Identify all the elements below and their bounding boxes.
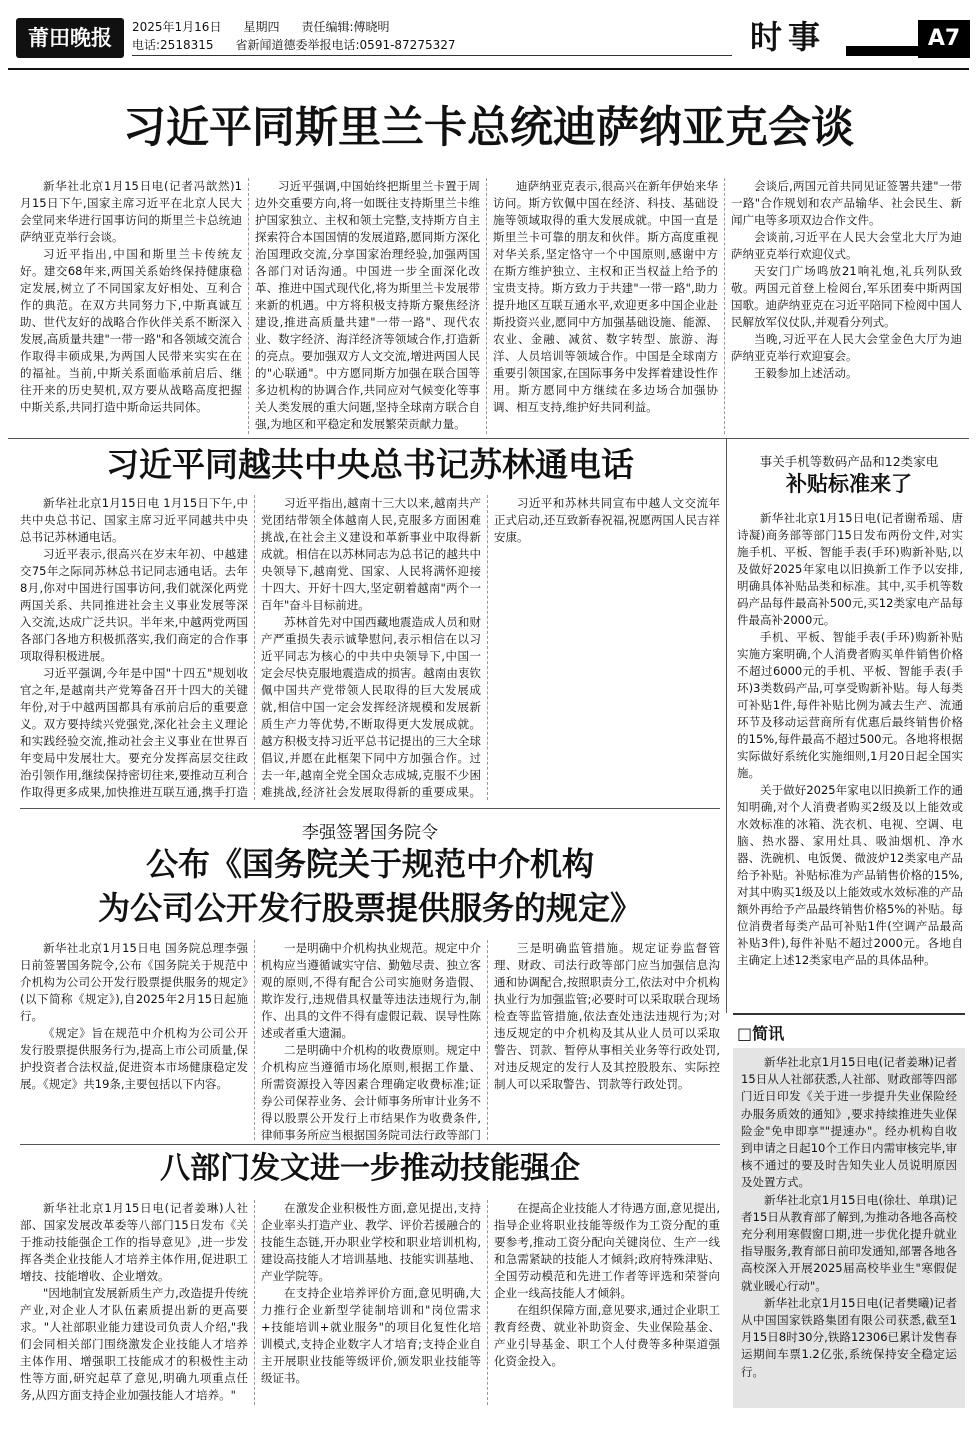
article1-paragraph: 迪萨纳亚克表示,很高兴在新年伊始来华访问。斯方钦佩中国在经济、科技、基础设施等领域取得的重大发展成就。中国一直是斯里兰卡可靠的朋友和伙伴。斯方高度重视对华关系,坚定恪守一个中国原则,感谢中方在斯方维护独立、主权和正当权益上给予的宝贵支持。斯方致力于共建"一带一路",助力提升地区互联互通水平,欢迎更多中国企业赴斯投资兴业,愿同中方加强基础设施、能源、农业、金融、减贫、数字转型、旅游、海洋、人员培训等领域合作。中国是全球南方重要引领国家,在国际事务中发挥着建设性作用。斯方愿同中方继续在多边场合加强协调、相互支持,维护好共同利益。 <box>493 179 718 414</box>
article1-paragraph: 天安门广场鸣放21响礼炮,礼兵列队致敬。两国元首登上检阅台,军乐团奏中斯两国国歌。迪萨纳亚克在习近平陪同下检阅中国人民解放军仪仗队,并观看分列式。 <box>731 264 962 329</box>
article1-column <box>486 178 724 434</box>
article4-paragraph: 在组织保障方面,意见要求,通过企业职工教育经费、就业补助资金、失业保险基金、产业引导基金、职工个人付费等多种渠道强化资金投入。 <box>494 1303 720 1368</box>
article4-column <box>487 1200 720 1405</box>
news-briefs-body <box>733 1048 965 1408</box>
news-briefs-box <box>733 1013 965 1408</box>
article4-body <box>20 1200 720 1405</box>
article4-paragraph: 在提高企业技能人才待遇方面,意见提出,指导企业将职业技能等级作为工资分配的重要参考,推动工资分配向关键岗位、生产一线和急需紧缺的技能人才倾斜;政府特殊津贴、全国劳动模范和先进工作者等评选和荣誉向企业一线高技能人才倾斜。 <box>494 1201 720 1300</box>
article3-kicker: 李强签署国务院令 <box>302 823 438 843</box>
article3-column <box>487 940 720 1140</box>
article2-paragraph: 新华社北京1月15日电 1月15日下午,中共中央总书记、国家主席习近平同越共中央总书记苏林通电话。 <box>20 496 248 544</box>
news-briefs-title: □简讯 <box>737 1024 785 1043</box>
article3-headline-line2: 为公司公开发行股票提供服务的规定》 <box>97 889 642 927</box>
article2-column <box>254 495 487 800</box>
article4-paragraph: 新华社北京1月15日电(记者姜琳)人社部、国家发展改革委等八部门15日发布《关于推动技能强企工作的指导意见》,进一步发挥各类企业技能人才培养主体作用,促进职工增技、技能增收、企业增效。 <box>20 1201 248 1283</box>
article3-paragraph: 三是明确监管措施。规定证券监督管理、财政、司法行政等部门应当加强信息沟通和协调配合,按照职责分工,依法对中介机构执业行为加强监管;必要时可以采取联合现场检查等监管措施,依法查处违法违规行为;对违反规定的中介机构及其从业人员可以采取警告、罚款、暂停从事相关业务等行政处罚,对违反规定的发行人及其控股股东、实际控制人可以采取警告、罚款等行政处罚。 <box>494 941 720 1091</box>
article1-column <box>248 178 486 434</box>
article5-paragraph: 关于做好2025年家电以旧换新工作的通知明确,对个人消费者购买2级及以上能效或水效标准的冰箱、洗衣机、电视、空调、电脑、热水器、家用灶具、吸油烟机、净水器、洗碗机、电饭煲、微波炉12类家电产品给予补贴。补贴标准为产品销售价格的15%,对其中购买1级及以上能效或水效标准的产品额外再给予产品最终销售价格5%的补贴。每位消费者每类产品可补贴1件(空调产品最高补贴3件),每件补贴不超过2000元。各地自主确定上述12类家电产品的具体品种。 <box>737 783 963 967</box>
article4-headline: 八部门发文进一步推动技能强企 <box>160 1151 580 1186</box>
article-divider <box>20 808 720 809</box>
brief-paragraph: 新华社北京1月15日电(记者姜琳)记者15日从人社部获悉,人社部、财政部等四部门近日印发《关于进一步提升失业保险经办服务质效的通知》,要求持续推进失业保险金"免申即享""提速办"。经办机构自收到申请之日起10个工作日内需审核完毕,审核不通过的要及时告知失业人员说明原因及处置方式。 <box>741 1055 957 1190</box>
article4-paragraph: "因地制宜发展新质生产力,改造提升传统产业,对企业人才队伍素质提出新的更高要求。"人社部职业能力建设司负责人介绍,"我们会同相关部门围绕激发企业技能人才培养主体作用、增强职工技能成才的积极性主动性等方面,研究起草了意见,明确九项重点任务,从四方面支持企业加强技能人才培养。" <box>20 1286 248 1402</box>
header-meta-line1 <box>132 18 412 35</box>
article1-column <box>20 178 248 434</box>
article1-paragraph: 王毅参加上述活动。 <box>754 366 858 380</box>
article1-body <box>20 178 962 434</box>
issue-date: 2025年1月16日 <box>132 20 222 34</box>
article-divider <box>20 1144 720 1145</box>
article3-column <box>20 940 254 1140</box>
report-phone: 省新闻道德委举报电话:0591-87275327 <box>235 38 456 52</box>
header-meta-line2 <box>132 36 478 53</box>
article-divider <box>726 438 727 1013</box>
section-title: 时事 <box>750 18 827 56</box>
newspaper-logo: 莆田晚报 <box>16 18 124 58</box>
issue-weekday: 星期四 <box>243 20 280 34</box>
article1-paragraph: 当晚,习近平在人民大会堂金色大厅为迪萨纳亚克举行欢迎宴会。 <box>731 332 962 363</box>
header-rule <box>132 55 732 56</box>
article5-body <box>737 510 963 1008</box>
article2-paragraph: 习近平强调,今年是中国"十四五"规划收官之年,是越南共产党筹备召开十四大的关键年份,对于中越两国都具有承前启后的重要意义。双方要持续兴党强党,深化社会主义理论和实践经验交流,推动社会主义事业在世界百年变局中发展壮大。要充分发挥高层交往政治引领作用,继续保持密切往来,要推动互利合作取得更多成果,加快推进互联互通,携手打造 <box>20 666 248 799</box>
article2-body <box>20 495 720 800</box>
article5-paragraph: 新华社北京1月15日电(记者谢希瑶、唐诗凝)商务部等部门15日发布两份文件,对实施手机、平板、智能手表(手环)购新补贴,以及做好2025年家电以旧换新工作予以安排,明确具体补贴品类和标准。其中,买手机等数码产品每件最高补500元,买12类家电产品每件最高补2000元。 <box>737 511 963 627</box>
article2-paragraph: 习近平指出,越南十三大以来,越南共产党团结带领全体越南人民,克服多方面困难挑战,在社会主义建设和革新事业中取得新成就。相信在以苏林同志为总书记的越共中央领导下,越南党、国家、人民将满怀迎接十四大、开好十四大,坚定朝着越南"两个一百年"奋斗目标前进。 <box>261 496 481 612</box>
article1-paragraph: 新华社北京1月15日电(记者冯歆然)1月15日下午,国家主席习近平在北京人民大会堂同来华进行国事访问的斯里兰卡总统迪萨纳亚克举行会谈。 <box>20 179 242 244</box>
article2-column <box>487 495 720 800</box>
article3-paragraph: 一是明确中介机构执业规范。规定中介机构应当遵循诚实守信、勤勉尽责、独立客观的原则,不得有配合公司实施财务造假、欺诈发行,违规借具权量等违法违规行为,制作、出具的文件不得有虚假记载、误导性陈述或者重大遗漏。 <box>261 941 481 1040</box>
article1-column <box>724 178 962 434</box>
article2-paragraph: 习近平和苏林共同宣布中越人文交流年正式启动,还互致新春祝福,祝愿两国人民吉祥安康。 <box>494 496 720 544</box>
article5-paragraph: 手机、平板、智能手表(手环)购新补贴实施方案明确,个人消费者购买单件销售价格不超过6000元的手机、平板、智能手表(手环)3类数码产品,可享受购新补贴。每人每类可补贴1件,每件补贴比例为减去生产、流通环节及移动运营商所有优惠后最终销售价格的15%,每件最高不超过500元。各地将根据实际做好系统化实施细则,1月20日起全国实施。 <box>737 630 963 780</box>
article1-paragraph: 会谈前,习近平在人民大会堂北大厅为迪萨纳亚克举行欢迎仪式。 <box>731 230 962 261</box>
article3-paragraph: 《规定》旨在规范中介机构为公司公开发行股票提供服务行为,提高上市公司质量,保护投资者合法权益,促进资本市场健康稳定发展。《规定》共19条,主要包括以下内容。 <box>20 1026 248 1091</box>
article4-column <box>20 1200 254 1405</box>
article2-column <box>20 495 254 800</box>
article-divider <box>8 438 969 439</box>
article5-kicker: 事关手机等数码产品和12类家电 <box>759 454 939 469</box>
article3-body <box>20 940 720 1140</box>
page-number-bar <box>846 46 920 56</box>
article3-paragraph: 二是明确中介机构的收费原则。规定中介机构应当遵循市场化原则,根据工作量、所需资源投入等因素合理确定收费标准;证券公司保荐业务、会计师事务所审计业务不得以股票公开发行上市结果作为收费条件,律师事务所应当根据国务院司法行政等部门 <box>261 1043 481 1140</box>
page-number: A7 <box>918 20 970 58</box>
article4-paragraph: 在支持企业培养评价方面,意见明确,大力推行企业新型学徒制培训和"岗位需求+技能培训+就业服务"的项目化复性化培训模式,支持企业数字人才培育;支持企业自主开展职业技能等级评价,颁发职业技能等级证书。 <box>261 1286 481 1385</box>
article4-column <box>254 1200 487 1405</box>
article3-column <box>254 940 487 1140</box>
editor-credit: 责任编辑:傅晓明 <box>301 20 390 34</box>
article2-paragraph: 苏林首先对中国西藏地震造成人员和财产严重损失表示诚挚慰问,表示相信在以习近平同志为核心的中共中央领导下,中国一定会尽快克服地震造成的损害。越南由衷钦佩中国共产党带领人民取得的巨大发展成就,相信中国一定会发挥经济规模和发展新质生产力等优势,不断取得更大发展成就。越方积极支持习近平总书记提出的三大全球倡议,并愿在此框架下同中方加强合作。过去一年,越南全党全国众志成城,克服不少困难挑战,经济社会发展取得新的重要成果。 <box>261 615 481 799</box>
editor-phone: 电话:2518315 <box>132 38 214 52</box>
article4-paragraph: 在激发企业积极性方面,意见提出,支持企业率头打造产业、教学、评价若援融合的技能生态链,开办职业学校和职业培训机构,建设高技能人才培训基地、技能实训基地、产业学院等。 <box>261 1201 481 1283</box>
article1-paragraph: 习近平强调,中国始终把斯里兰卡置于周边外交重要方向,将一如既往支持斯里兰卡维护国家独立、主权和领土完整,支持斯方自主探索符合本国国情的发展道路,愿同斯方深化治国理政交流,分享国家治理经验,加强两国各部门对话沟通。中国进一步全面深化改革、推进中国式现代化,将为斯里兰卡发展带来新的机遇。中方将积极支持斯方聚焦经济建设,推进高质量共建"一带一路"、现代农业、数字经济、海洋经济等领域合作,打造新的亮点。要加强双方人文交流,增进两国人民的"心联通"。中方愿同斯方加强在联合国等多边机构的协调合作,共同应对气候变化等事关人类发展的重大问题,坚持全球南方联合自强,为地区和平稳定和发展繁荣贡献力量。 <box>255 179 480 431</box>
article2-headline: 习近平同越共中央总书记苏林通电话 <box>106 445 634 484</box>
article2-paragraph: 习近平表示,很高兴在岁末年初、中越建交75年之际同苏林总书记同志通电话。去年8月,你对中国进行国事访问,我们就深化两党两国关系、共同推进社会主义事业发展等深入交流,达成广泛共识。半年来,中越两党两国各部门各地方积极抓落实,我们商定的合作事项取得积极进展。 <box>20 547 248 663</box>
article1-headline: 习近平同斯里兰卡总统迪萨纳亚克会谈 <box>123 103 854 153</box>
article5-headline: 补贴标准来了 <box>786 472 912 496</box>
article1-paragraph: 习近平指出,中国和斯里兰卡传统友好。建交68年来,两国关系始终保持健康稳定发展,树立了不同国家友好相处、互利合作的典范。在双方共同努力下,中斯真诚互助、世代友好的战略合作伙伴关系不断深入发展,高质量共建"一带一路"和各领域交流合作取得丰硕成果,为两国人民带来实实在在的福祉。当前,中斯关系面临承前启后、继往开来的历史契机,双方要从战略高度把握中斯关系,共同打造中斯命运共同体。 <box>20 247 242 414</box>
article3-headline-line1: 公布《国务院关于规范中介机构 <box>145 845 594 883</box>
article1-paragraph: 会谈后,两国元首共同见证签署共建"一带一路"合作规划和农产品输华、社会民生、新闻广电等多项双边合作文件。 <box>731 179 962 227</box>
article3-paragraph: 新华社北京1月15日电 国务院总理李强日前签署国务院令,公布《国务院关于规范中介机构为公司公开发行股票提供服务的规定》(以下简称《规定》),自2025年2月15日起施行。 <box>20 941 248 1023</box>
brief-paragraph: 新华社北京1月15日电(记者樊曦)记者从中国国家铁路集团有限公司获悉,截至1月15日8时30分,铁路12306已累计发售春运期间车票1.2亿张,系统保持安全稳定运行。 <box>741 1295 957 1379</box>
brief-paragraph: 新华社北京1月15日电(徐壮、单琪)记者15日从教育部了解到,为推动各地各高校充分利用寒假窗口期,进一步优化提升就业指导服务,教育部日前印发通知,部署各地各高校深入开展2025届高校毕业生"寒假促就业暖心行动"。 <box>741 1192 957 1293</box>
header-divider <box>8 68 969 70</box>
